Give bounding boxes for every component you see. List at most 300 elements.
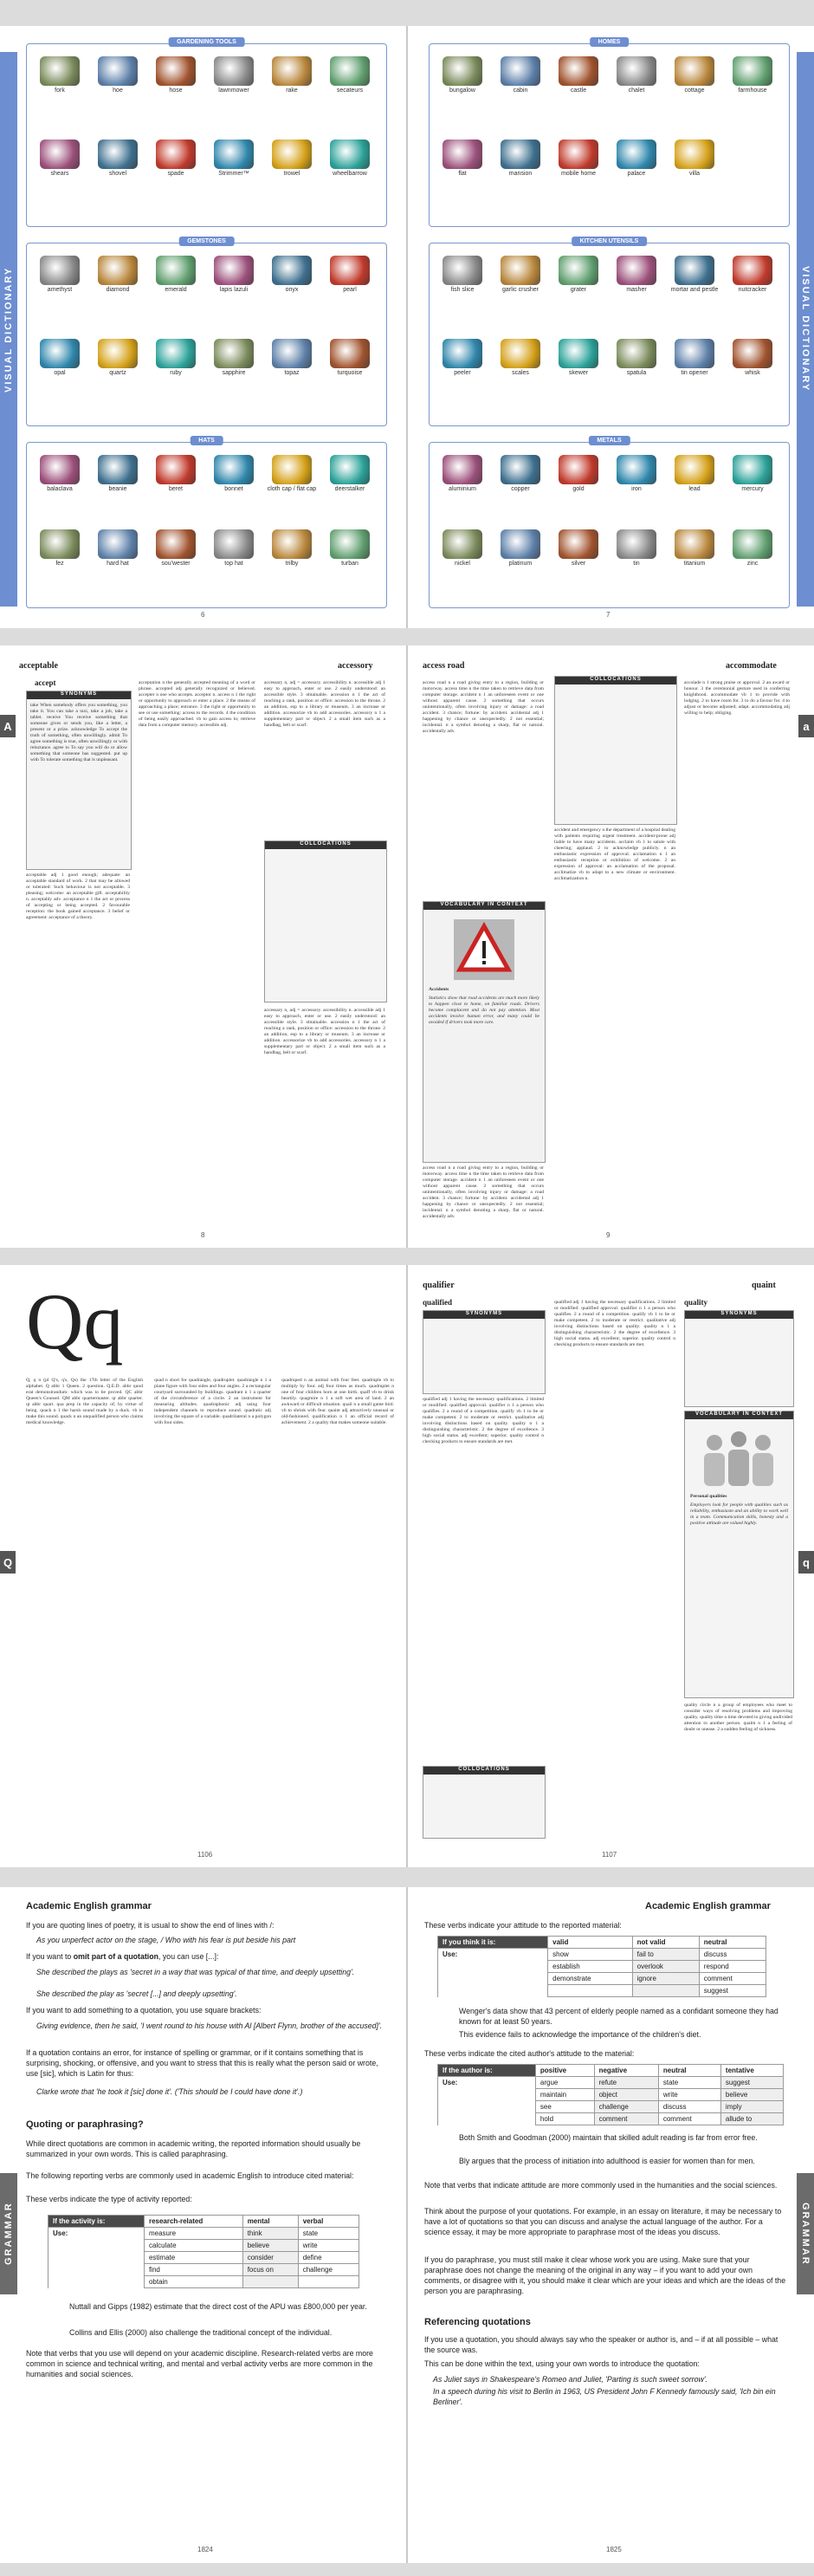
table-header-cell: verbal: [298, 2216, 359, 2228]
vd-item-picture: [214, 56, 254, 86]
vd-item: [727, 56, 778, 94]
vd-item-picture: [272, 56, 312, 86]
vd-item-picture: [559, 56, 598, 86]
synonyms-box-q: [423, 1310, 546, 1394]
vd-item-label: tin opener: [681, 370, 708, 376]
table-row: [438, 2077, 784, 2089]
vd-item: [208, 529, 260, 567]
vd-item-picture: [501, 140, 540, 169]
vd-item: [266, 56, 318, 94]
g-ex1: As you unperfect actor on the stage, / Who with his fear is put beside his part: [36, 1936, 296, 1944]
page-number-left: 1106: [197, 1851, 213, 1859]
table-cell: comment: [699, 1973, 766, 1985]
column-q1: Q, q n (pl Q's, q's, Qs) the 17th letter of the English alphabet. Q abbr 1 Queen. 2 question. Q.E.D. abbr quod erat demonstrandum: which was to be proved. QC abbr Queen's Counsel. QM abbr quartermaster. qr abbr quarter. qt abbr quart. qua prep in the capacity of; by virtue of being. quack n 1 the harsh sound made by a duck. vb to make this sound. quack n an unqualified person who claims medical knowledge.: [26, 1378, 143, 1425]
vd-item: [436, 529, 488, 567]
vd-item: [494, 455, 546, 492]
table-cell: see: [535, 2101, 594, 2113]
g-heading-quoting: Quoting or paraphrasing?: [26, 2119, 144, 2130]
vd-item: [324, 256, 376, 293]
table-cell: establish: [548, 1961, 633, 1973]
vd-item-picture: [40, 455, 80, 484]
column-a5: accident and emergency n the department of a hospital dealing with patients requiring urgent treatment. accident-prone adj liable to have many accidents. acclaim vb 1 to salute with cheering; applaud. 2 to acknowledge publicly. n an enthusiastic expression of approval. acclamation n 1 an enthusiastic reception or exhibition of welcome. 2 an expression of approval: an acclamation of the proposal. acclimatize vb to adapt to a new climate or environment. acclimatization n.: [554, 827, 675, 881]
vd-item-label: nutcracker: [738, 287, 767, 293]
vd-item-label: rake: [286, 88, 298, 94]
vd-side-tab-left: VISUAL DICTIONARY: [0, 52, 17, 607]
table-cell: [298, 2276, 359, 2288]
table-cell: suggest: [720, 2077, 783, 2089]
vd-item-picture: [559, 455, 598, 484]
page-number-left: 8: [201, 1231, 205, 1239]
vd-item-picture: [501, 339, 540, 368]
vd-item-label: garlic crusher: [501, 287, 539, 293]
table-cell: allude to: [720, 2113, 783, 2125]
vd-item: [150, 56, 202, 94]
vd-item-label: trowel: [283, 171, 300, 177]
synonyms-text: take When somebody offers you something, you take it. You can take a taxi, take a job, take a tablet. receive You receive something that someone gives or sends you, like a letter, a present or a prize. acknowledge To accept the truth of something, often unwillingly. admit To agree something is true, often unwillingly or with reluctance. agree to To say you will do or allow something that someone has suggested. put up with To tolerate something that is unpleasant.: [30, 703, 127, 762]
vd-item-picture: [40, 529, 80, 559]
vocab-text: Statistics show that road accidents are much more likely to happen close to home, on familiar roads. Drivers become complacent and do not pay attention. Most accidents involve human error, and many could be avoided if drivers took more care.: [429, 996, 539, 1025]
vd-item-picture: [330, 339, 370, 368]
vd-item-label: gold: [572, 486, 585, 492]
synonyms-box: [26, 691, 132, 870]
vd-item: [208, 140, 260, 177]
vd-item-picture: [330, 140, 370, 169]
g-p2a: If you want to: [26, 1952, 74, 1961]
column-a1: acceptable adj 1 good enough; adequate: an acceptable standard of work. 2 that may be allowed or tolerated: Such behaviour is not acceptable. 3 pleasing; welcome: an acceptable gift. acceptability n. acceptably adv. acceptance n 1 the act or process of accepting or being accepted. 2 favourable reception: the book gained acceptance. 3 belief or agreement: acceptance of a theory.: [26, 873, 130, 920]
collocations-band-q: COLLOCATIONS: [423, 1767, 545, 1775]
table-header-cell: not valid: [632, 1937, 699, 1949]
vd-item-label: topaz: [284, 370, 300, 376]
table-activity: [48, 2215, 359, 2288]
vd-item: [266, 455, 318, 492]
vd-item-picture: [675, 339, 714, 368]
vd-item: [494, 56, 546, 94]
vd-item-label: peeler: [454, 370, 471, 376]
g-ex2a: She described the plays as 'secret in a way that was typical of that time, and deeply upsetting'.: [36, 1968, 355, 1976]
table-cell: estimate: [144, 2252, 242, 2264]
vd-item-label: beret: [169, 486, 183, 492]
vocab-text-q: Employers look for people with qualities such as reliability, enthusiasm and an ability to work well in a team. Communication skills, honesty and a positive attitude are valued highly.: [690, 1502, 788, 1526]
g-r2: Wenger's data show that 43 percent of elderly people named as a confidant someone they had known for at least 50 years.: [459, 2007, 778, 2026]
spine: [406, 1887, 408, 2563]
collocations-band-right: COLLOCATIONS: [555, 677, 676, 685]
vd-item: [92, 256, 144, 293]
vd-item-picture: [156, 256, 196, 285]
vd-item: [324, 56, 376, 94]
vd-item-picture: [156, 455, 196, 484]
table-cell: [548, 1985, 633, 1997]
vd-item-picture: [733, 455, 772, 484]
vd-item-label: shears: [50, 171, 69, 177]
g-p10: Note that verbs that you use will depend on your academic discipline. Research-related verbs are more common in science and technical writing, and mental and verbal activity verbs are more common in the humanities and social sciences.: [26, 2349, 373, 2378]
g-heading-referencing: Referencing quotations: [424, 2317, 531, 2327]
vd-box: [26, 238, 387, 426]
table-cell: show: [548, 1949, 633, 1961]
table-cell: challenge: [298, 2264, 359, 2276]
vd-item-picture: [98, 455, 138, 484]
g-ex2b: She described the play as 'secret [...] and deeply upsetting'.: [36, 1989, 237, 1998]
vd-item-picture: [214, 339, 254, 368]
vd-item-label: spatula: [626, 370, 647, 376]
vd-box-title: HATS: [190, 436, 223, 445]
table-cell: obtain: [144, 2276, 242, 2288]
vd-item: [324, 455, 376, 492]
vd-item: [610, 455, 662, 492]
vd-item-label: wheelbarrow: [333, 171, 367, 177]
vd-item-label: turban: [341, 561, 359, 567]
vd-item-picture: [330, 455, 370, 484]
vd-item-label: titanium: [683, 561, 706, 567]
table-use-cell: [48, 2276, 145, 2288]
synonyms-box-quality: [684, 1310, 794, 1407]
vd-item-label: emerald: [165, 287, 187, 293]
table-cell: respond: [699, 1961, 766, 1973]
vd-item: [92, 339, 144, 376]
vd-item-label: farmhouse: [738, 88, 767, 94]
grammar-spread: [0, 1887, 814, 2563]
vd-item-label: cloth cap / flat cap: [267, 486, 317, 492]
guide-word-right-2: quaint: [752, 1281, 776, 1290]
vd-item-picture: [156, 140, 196, 169]
vd-item: [208, 455, 260, 492]
vd-item-picture: [443, 529, 482, 559]
table-row: [438, 1985, 766, 1997]
vd-item: [34, 140, 86, 177]
vd-item-label: beanie: [108, 486, 127, 492]
vd-item-label: sapphire: [222, 370, 246, 376]
table-cell: discuss: [658, 2101, 720, 2113]
table-cell: ignore: [632, 1973, 699, 1985]
g-ex6: In a speech during his visit to Berlin in 1963, US President John F Kennedy famously said, 'Ich bin ein Berliner'.: [433, 2387, 776, 2406]
g-p5: While direct quotations are common in academic writing, the reported information should usually be summarized in your own words. This is called paraphrasing.: [26, 2139, 361, 2158]
vd-item: [610, 56, 662, 94]
vd-item: [494, 256, 546, 293]
table-cell: state: [658, 2077, 720, 2089]
table-use-cell: [438, 1985, 548, 1997]
collocations-box-q: [423, 1766, 546, 1839]
vd-item: [150, 256, 202, 293]
table-use-cell: [48, 2264, 145, 2276]
g-ex3: Giving evidence, then he said, 'I went round to his house with Al [Albert Flynn, brother of the accused]'.: [36, 2021, 383, 2030]
entry-accept: accept: [35, 678, 56, 687]
page-number-right: 7: [606, 611, 610, 619]
table-use-cell: Use:: [438, 2077, 536, 2089]
big-letter-q: Qq: [26, 1277, 124, 1366]
entry-quality: quality: [684, 1298, 708, 1307]
vd-item: [34, 455, 86, 492]
dictionary-a-spread: [0, 646, 814, 1248]
vd-item-label: nickel: [455, 561, 470, 567]
column-a3: accessary n, adj = accessory. accessibility n. accessible adj 1 easy to approach, enter or use. 2 easily understood: an accessible style. 3 obtainable. accession n 1 the act of reaching a rank, position or office: accession to the throne. 2 an addition, esp to a library or museum. 3 an increase or addition. accessorize vb to add accessories. accessory n 1 a supplementary part or object. 2 a small item such as a handbag, belt or scarf.: [264, 680, 385, 728]
page-number-left: 6: [201, 611, 205, 619]
vd-item-picture: [733, 339, 772, 368]
grammar-tab-left: GRAMMAR: [0, 2173, 17, 2294]
vd-item-picture: [214, 256, 254, 285]
vd-box: [26, 438, 387, 608]
vd-item-label: platinum: [508, 561, 533, 567]
collocations-band: COLLOCATIONS: [265, 841, 386, 849]
table-row: [438, 2113, 784, 2125]
vd-item-picture: [40, 56, 80, 86]
table-cell: demonstrate: [548, 1973, 633, 1985]
collocations-box-left: [264, 840, 387, 1002]
vd-item: [669, 256, 720, 293]
people-icon: [695, 1427, 782, 1488]
vd-item: [436, 256, 488, 293]
column-q3: quadruped n an animal with four feet. quadruple vb to multiply by four. adj four times as much. quadruplet n one of four children born at one birth. quaff vb to drink heartily. quagmire n 1 a soft wet area of land. 2 an awkward or difficult situation. quail n a small game bird. vb to shrink with fear. quaint adj attractively unusual or old-fashioned. qualification n 1 an official record of achievement. 2 a quality that makes someone suitable.: [281, 1378, 394, 1425]
table-cell: fail to: [632, 1949, 699, 1961]
vd-item: [552, 529, 604, 567]
vd-item-picture: [675, 256, 714, 285]
vd-item: [610, 529, 662, 567]
vd-item-label: lawnmower: [218, 88, 249, 94]
vd-item: [610, 256, 662, 293]
table-use-cell: [48, 2252, 145, 2264]
table-cell: define: [298, 2252, 359, 2264]
vd-item: [150, 140, 202, 177]
letter-tab-left: A: [0, 715, 16, 737]
vd-item-label: tin: [633, 561, 640, 567]
vd-item-picture: [214, 455, 254, 484]
table-use-cell: Use:: [48, 2228, 145, 2240]
vd-item-picture: [617, 56, 656, 86]
vd-item: [669, 455, 720, 492]
table-header-row: [438, 1937, 766, 1949]
vd-item-label: diamond: [106, 287, 130, 293]
table-header-cell: If you think it is:: [438, 1937, 548, 1949]
vd-item-label: sou'wester: [161, 561, 191, 567]
vd-item-label: shovel: [108, 171, 127, 177]
table-header-cell: neutral: [658, 2065, 720, 2077]
guide-word-left: acceptable: [19, 661, 58, 671]
vd-item: [324, 529, 376, 567]
table-row: [48, 2264, 359, 2276]
table-header-cell: If the activity is:: [48, 2216, 145, 2228]
vd-item-picture: [675, 455, 714, 484]
grammar-title-left: Academic English grammar: [26, 1901, 152, 1911]
vd-item-picture: [443, 455, 482, 484]
vd-item-picture: [501, 529, 540, 559]
table-row: [48, 2276, 359, 2288]
collocations-box-right: [554, 676, 677, 825]
entry-qualified: qualified: [423, 1298, 453, 1307]
vd-item: [266, 529, 318, 567]
vd-item-label: iron: [631, 486, 642, 492]
vd-item-label: villa: [688, 171, 701, 177]
table-use-cell: [438, 2101, 536, 2113]
vd-item: [552, 339, 604, 376]
vd-item-picture: [559, 529, 598, 559]
vd-item-picture: [98, 339, 138, 368]
table-use-cell: [438, 2089, 536, 2101]
vd-item-label: flat: [458, 171, 467, 177]
vd-item-label: lead: [688, 486, 701, 492]
vd-item-label: whisk: [745, 370, 760, 376]
g-p1: If you are quoting lines of poetry, it is usual to show the end of lines with /:: [26, 1921, 275, 1930]
vd-item-label: hard hat: [107, 561, 129, 567]
vd-item-picture: [617, 529, 656, 559]
table-author-attitude: [437, 2064, 784, 2125]
vd-item-label: mercury: [741, 486, 764, 492]
table-cell: overlook: [632, 1961, 699, 1973]
vd-item: [92, 140, 144, 177]
vd-item: [34, 529, 86, 567]
grammar-tab-right: GRAMMAR: [797, 2173, 814, 2294]
vd-item-picture: [443, 56, 482, 86]
vd-item: [266, 339, 318, 376]
column-a6: accolade n 1 strong praise or approval. 2 an award or honour. 3 the ceremonial gesture used in conferring knighthood. accommodate vb 1 to provide with lodging. 2 to have room for. 3 to do a favour for. 4 to adjust or become adjusted; adapt. accommodating adj willing to help; obliging.: [684, 680, 790, 716]
vd-item-label: balaclava: [47, 486, 73, 492]
vd-item-picture: [443, 339, 482, 368]
vd-item: [610, 339, 662, 376]
vd-item-picture: [443, 140, 482, 169]
vd-item: [552, 140, 604, 177]
table-row: [438, 1961, 766, 1973]
table-cell: refute: [594, 2077, 658, 2089]
vd-item-picture: [40, 256, 80, 285]
vd-item-label: masher: [626, 287, 647, 293]
column-a4: access road n a road giving entry to a region, building or motorway. access time n the time taken to retrieve data from computer storage. accident n 1 an unforeseen event or one without apparent cause. 2 something that occurs unintentionally, often involving injury or damage: a road accident. 3 chance; fortune: by accident. accidental adj 1 happening by chance or unexpectedly. 2 not essential; incidental. n a symbol denoting a sharp, flat or natural. accidentally adv.: [423, 680, 544, 734]
vd-item-picture: [98, 529, 138, 559]
table-cell: challenge: [594, 2101, 658, 2113]
table-header-cell: If the author is:: [438, 2065, 536, 2077]
vd-item-label: Strimmer™: [218, 171, 249, 177]
vd-item: [727, 455, 778, 492]
vd-item-label: opal: [54, 370, 66, 376]
vd-box-title: GARDENING TOOLS: [168, 37, 245, 47]
table-cell: believe: [720, 2089, 783, 2101]
vd-item: [727, 256, 778, 293]
vd-item-label: spade: [167, 171, 184, 177]
vd-item: [324, 339, 376, 376]
vd-item: [266, 256, 318, 293]
table-row: [48, 2240, 359, 2252]
vd-item-label: grater: [570, 287, 587, 293]
vd-item-label: mortar and pestle: [670, 287, 719, 293]
vd-item: [208, 339, 260, 376]
table-cell: measure: [144, 2228, 242, 2240]
vd-item-picture: [330, 256, 370, 285]
vd-side-tab-right: VISUAL DICTIONARY: [797, 52, 814, 607]
vd-item-label: fish slice: [450, 287, 475, 293]
vd-item-picture: [501, 56, 540, 86]
vd-item: [436, 339, 488, 376]
vd-item-label: silver: [571, 561, 586, 567]
table-cell: consider: [242, 2252, 298, 2264]
vd-item-picture: [40, 140, 80, 169]
vd-item-picture: [501, 256, 540, 285]
vd-item-label: cabin: [513, 88, 528, 94]
guide-word-right: access road: [423, 661, 465, 671]
vd-item: [150, 339, 202, 376]
spine: [406, 1265, 408, 1867]
vocab-context-box: [423, 901, 546, 1163]
vd-item: [324, 140, 376, 177]
vd-item: [552, 455, 604, 492]
g-ex5: As Juliet says in Shakespeare's Romeo and Juliet, 'Parting is such sweet sorrow'.: [433, 2375, 707, 2384]
vd-item: [92, 56, 144, 94]
vd-item: [150, 455, 202, 492]
table-cell: focus on: [242, 2264, 298, 2276]
page-number-right: 1825: [606, 2546, 622, 2553]
vd-item: [669, 339, 720, 376]
vd-item-label: hose: [169, 88, 183, 94]
vd-item-label: bonnet: [224, 486, 243, 492]
letter-tab-left: Q: [0, 1551, 16, 1574]
letter-tab-right: a: [798, 715, 814, 737]
vd-box-title: HOMES: [590, 37, 630, 47]
g-r7: Note that verbs that indicate attitude are more commonly used in the humanities and the social sciences.: [424, 2181, 778, 2190]
vd-item: [494, 140, 546, 177]
vd-item-label: top hat: [224, 561, 243, 567]
vd-item: [208, 56, 260, 94]
table-use-cell: [48, 2240, 145, 2252]
column-a2: acceptation n the generally accepted meaning of a word or phrase. accepted adj generally recognized or believed. accepter n one who accepts. acceptor n. access n 1 the right or opportunity to approach or enter a place. 2 the means of approaching a place; entrance. 3 the right or opportunity to see or use something: access to the records. 4 the condition of being easily approached. vb to gain access to; retrieve data from a computer memory. accessible adj.: [139, 680, 255, 728]
table-attitude: [437, 1936, 766, 1997]
table-header-cell: neutral: [699, 1937, 766, 1949]
guide-word-right-2: accommodate: [726, 661, 777, 671]
vd-item: [266, 140, 318, 177]
vd-item-label: scales: [512, 370, 529, 376]
vd-item: [208, 256, 260, 293]
vd-box: [429, 238, 790, 426]
vd-item: [669, 529, 720, 567]
vd-item-picture: [733, 56, 772, 86]
guide-word-right: qualifier: [423, 1281, 455, 1290]
vd-item: [92, 529, 144, 567]
table-header-cell: mental: [242, 2216, 298, 2228]
page-number-left: 1824: [197, 2546, 213, 2553]
g-r6: Bly argues that the process of initiation into adulthood is easier for women than for men.: [459, 2157, 755, 2165]
column-q6: quality circle n a group of employees who meet to consider ways of resolving problems and improving quality. quality time n time devoted to giving undivided attention to another person. qualm n 1 a feeling of doubt or unease. 2 a sudden feeling of sickness.: [684, 1703, 792, 1732]
table-cell: write: [298, 2240, 359, 2252]
vd-item-label: fez: [55, 561, 64, 567]
column-q4: qualified adj 1 having the necessary qualifications. 2 limited or modified: qualified approval. qualifier n 1 a person who qualifies. 2 a round of a competition. qualify vb 1 to be or make competent. 2 to moderate or restrict. qualitative adj involving distinctions based on quality. quality n 1 a distinguishing characteristic. 2 the degree of excellence. 3 high social status. adj excellent; superior. quality control n checking products to ensure standards are met.: [423, 1397, 544, 1444]
table-cell: [632, 1985, 699, 1997]
vocab-context-box-q: [684, 1411, 794, 1698]
g-r8: Think about the purpose of your quotations. For example, in an essay on literature, it may be necessary to have a lot of quotations so that you can discuss and analyse the actual language of the author. For a science essay, it may be more appropriate to paraphrase most of the ideas you discuss.: [424, 2207, 782, 2236]
vd-item-picture: [214, 529, 254, 559]
table-cell: maintain: [535, 2089, 594, 2101]
vd-item-picture: [675, 56, 714, 86]
vd-item-label: mobile home: [560, 171, 597, 177]
vd-item-picture: [272, 339, 312, 368]
vd-item: [552, 256, 604, 293]
column-a3b: accessary n, adj = accessory. accessibility n. accessible adj 1 easy to approach, enter or use. 2 easily understood: an accessible style. 3 obtainable. accession n 1 the act of reaching a rank, position or office: accession to the throne. 2 an addition, esp to a library or museum. 3 an increase or addition. accessorize vb to add accessories. accessory n 1 a supplementary part or object. 2 a small item such as a handbag, belt or scarf.: [264, 1008, 385, 1055]
g-r11: This can be done within the text, using your own words to introduce the quotation:: [424, 2359, 700, 2368]
vocab-caption-q: Personal qualities: [690, 1494, 727, 1499]
vd-item-picture: [675, 529, 714, 559]
vd-item-picture: [156, 56, 196, 86]
page-number-right: 1107: [602, 1851, 617, 1859]
vd-item-label: zinc: [746, 561, 759, 567]
people-illustration: [695, 1427, 782, 1488]
vd-item-picture: [559, 256, 598, 285]
table-header-cell: positive: [535, 2065, 594, 2077]
vd-item-picture: [617, 339, 656, 368]
vd-item: [669, 140, 720, 177]
vd-item-picture: [40, 339, 80, 368]
column-a4b: access road n a road giving entry to a region, building or motorway. access time n the time taken to retrieve data from computer storage. accident n 1 an unforeseen event or one without apparent cause. 2 something that occurs unintentionally, often involving injury or damage: a road accident. 3 chance; fortune: by accident. accidental adj 1 happening by chance or unexpectedly. 2 not essential; incidental. n a symbol denoting a sharp, flat or natural. accidentally adv.: [423, 1165, 544, 1219]
table-cell: comment: [658, 2113, 720, 2125]
g-p3: If you want to add something to a quotation, you use square brackets:: [26, 2006, 262, 2015]
vd-item-picture: [675, 140, 714, 169]
table-row: [438, 1973, 766, 1985]
vd-item-label: cottage: [684, 88, 705, 94]
vd-item-picture: [98, 140, 138, 169]
vd-item-picture: [330, 529, 370, 559]
vd-item-label: lapis lazuli: [219, 287, 249, 293]
